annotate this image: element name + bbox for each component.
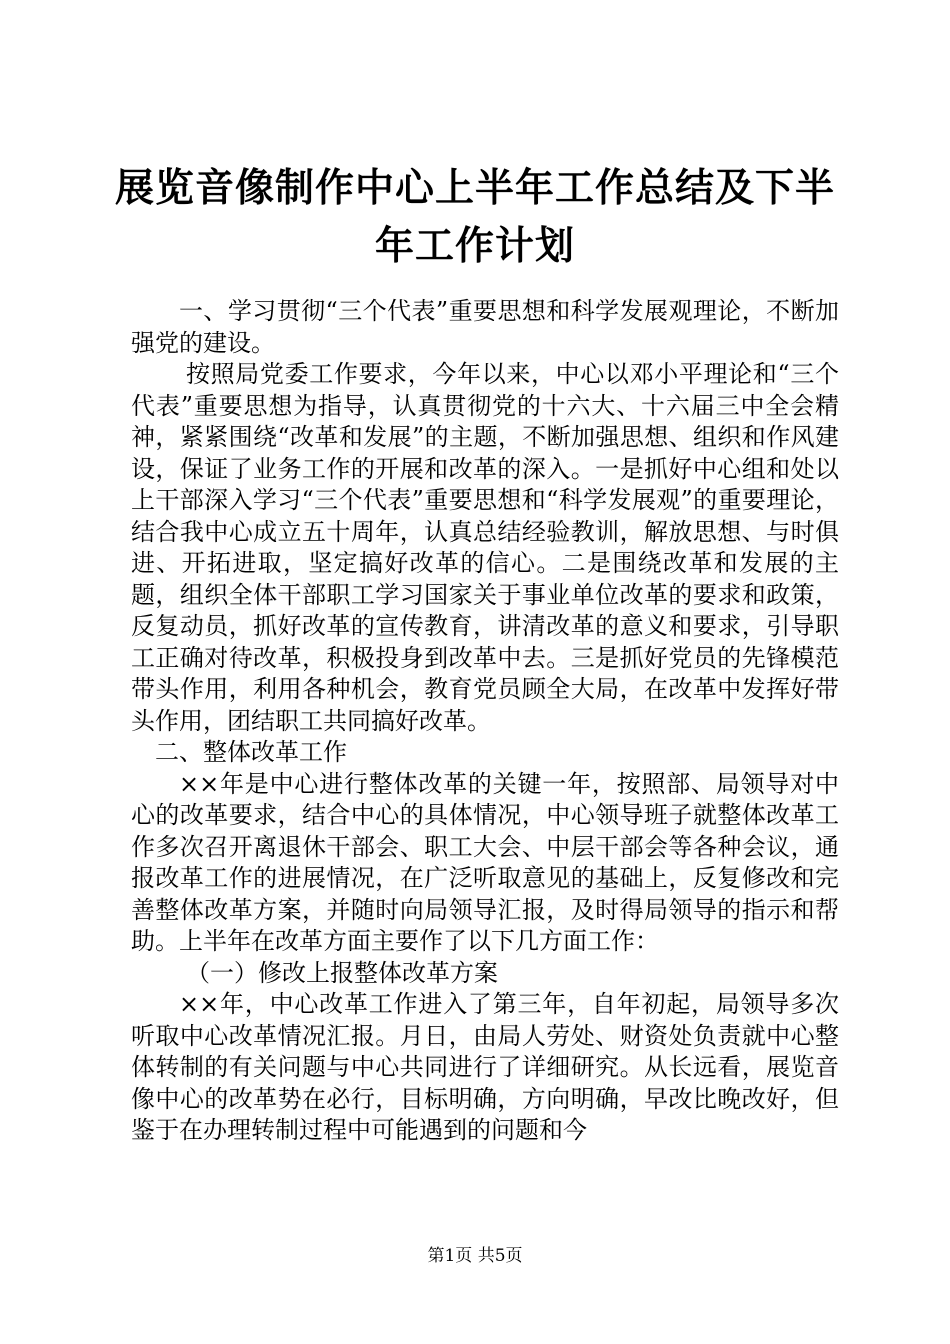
- body-paragraph-1: 按照局党委工作要求，今年以来，中心以邓小平理论和“三个代表”重要思想为指导，认真贯彻党的十六大、十六届三中全会精神，紧紧围绕“改革和发展”的主题，不断加强思想、组织和作风建设，保证了业务工作的开展和改革的深入。一是抓好中心组和处以上干部深入学习“三个代表”重要思想和“科学发展观”的重要理论，结合我中心成立五十周年，认真总结经验教训，解放思想、与时俱进、开拓进取，坚定搞好改革的信心。二是围绕改革和发展的主题，组织全体干部职工学习国家关于事业单位改革的要求和政策，反复动员，抓好改革的宣传教育，讲清改革的意义和要求，引导职工正确对待改革，积极投身到改革中去。三是抓好党员的先锋模范带头作用，利用各种机会，教育党员顾全大局，在改革中发挥好带头作用，团结职工共同搞好改革。: [131, 360, 839, 735]
- body-paragraph-3: ××年，中心改革工作进入了第三年，自年初起，局领导多次听取中心改革情况汇报。月日，由局人劳处、财资处负责就中心整体转制的有关问题与中心共同进行了详细研究。从长远看，展览音像中心的改革势在必行，目标明确，方向明确，早改比晚改好，但鉴于在办理转制过程中可能遇到的问题和今: [131, 990, 839, 1144]
- page-footer: 第1页 共5页: [427, 1246, 523, 1266]
- section-heading-1: 一、学习贯彻“三个代表”重要思想和科学发展观理论，不断加强党的建设。: [131, 297, 839, 357]
- section-heading-2: 二、整体改革工作: [155, 738, 347, 766]
- document-title: 展览音像制作中心上半年工作总结及下半年工作计划: [114, 166, 835, 269]
- body-paragraph-2: ××年是中心进行整体改革的关键一年，按照部、局领导对中心的改革要求，结合中心的具体情况，中心领导班子就整体改革工作多次召开离退休干部会、职工大会、中层干部会等各种会议，通报改革工作的进展情况，在广泛听取意见的基础上，反复修改和完善整体改革方案，并随时向局领导汇报，及时得局领导的指示和帮助。上半年在改革方面主要作了以下几方面工作：: [131, 769, 839, 955]
- document-body: [131, 296, 839, 1147]
- subsection-heading-1: （一）修改上报整体改革方案: [186, 958, 498, 987]
